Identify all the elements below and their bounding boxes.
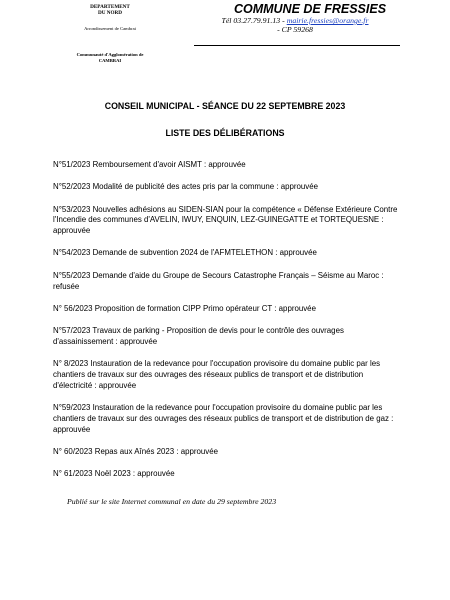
page-subtitle: LISTE DES DÉLIBÉRATIONS (165, 128, 285, 138)
communaute-label: Communauté d'Agglomération de CAMBRAI (76, 52, 144, 63)
arrondissement-label: Arrondissement de Cambrai (84, 26, 136, 31)
list-item: N°57/2023 Travaux de parking - Proposition de devis pour le contrôle des ouvrages d'assainissement : approuvée (53, 326, 344, 346)
list-item: N°54/2023 Demande de subvention 2024 de l'AFMTELETHON : approuvée (53, 248, 317, 258)
list-item: N° 60/2023 Repas aux Aînés 2023 : approuvée (53, 447, 219, 457)
header-rule (194, 45, 400, 46)
list-item: N° 56/2023 Proposition de formation CIPP Primo opérateur CT : approuvée (53, 303, 316, 313)
department-label: DEPARTEMENT DU NORD (90, 4, 130, 16)
contact-line (190, 16, 400, 25)
telephone: Tél 03.27.79.91.13 - (221, 16, 285, 25)
list-item: N°52/2023 Modalité de publicité des actes pris par la commune : approuvée (53, 182, 319, 192)
list-item: N°51/2023 Remboursement d'avoir AISMT : approuvée (53, 160, 246, 169)
list-item: N°55/2023 Demande d'aide du Groupe de Secours Catastrophe Français – Séisme au Maroc : refusée (53, 270, 384, 291)
list-item: N°53/2023 Nouvelles adhésions au SIDEN-SIAN pour la compétence « Défense Extérieure Contre l'Incendie des communes d'AVELIN, IWUY, ENQUIN, LEZ-GUINEGATTE et TORTEQUESNE : approuvée (53, 204, 398, 236)
list-item: N° 61/2023 Noël 2023 : approuvée (53, 469, 175, 479)
list-item: N°59/2023 Instauration de la redevance pour l'occupation provisoire du domaine public par les chantiers de travaux sur des ouvrages des réseaux publics de transport et de distribution de gaz : approuvée (53, 403, 394, 434)
email-link[interactable]: mairie.fressies@orange.fr (286, 16, 369, 25)
deliberation-list (53, 160, 398, 492)
list-item: N° 8/2023 Instauration de la redevance pour l'occupation provisoire du domaine public par les chantiers de travaux sur des ouvrages des réseaux publics de transport et de distribution d'électricité : approuvée (53, 359, 381, 390)
publication-note: Publié sur le site Internet communal en date du 29 septembre 2023 (67, 497, 277, 506)
commune-name: COMMUNE DE FRESSIES (233, 2, 387, 16)
left-header (40, 4, 180, 63)
page-title: CONSEIL MUNICIPAL - SÉANCE DU 22 SEPTEMBRE 2023 (104, 101, 346, 111)
right-header (190, 2, 400, 34)
postal-code: - CP 59268 (277, 25, 313, 34)
